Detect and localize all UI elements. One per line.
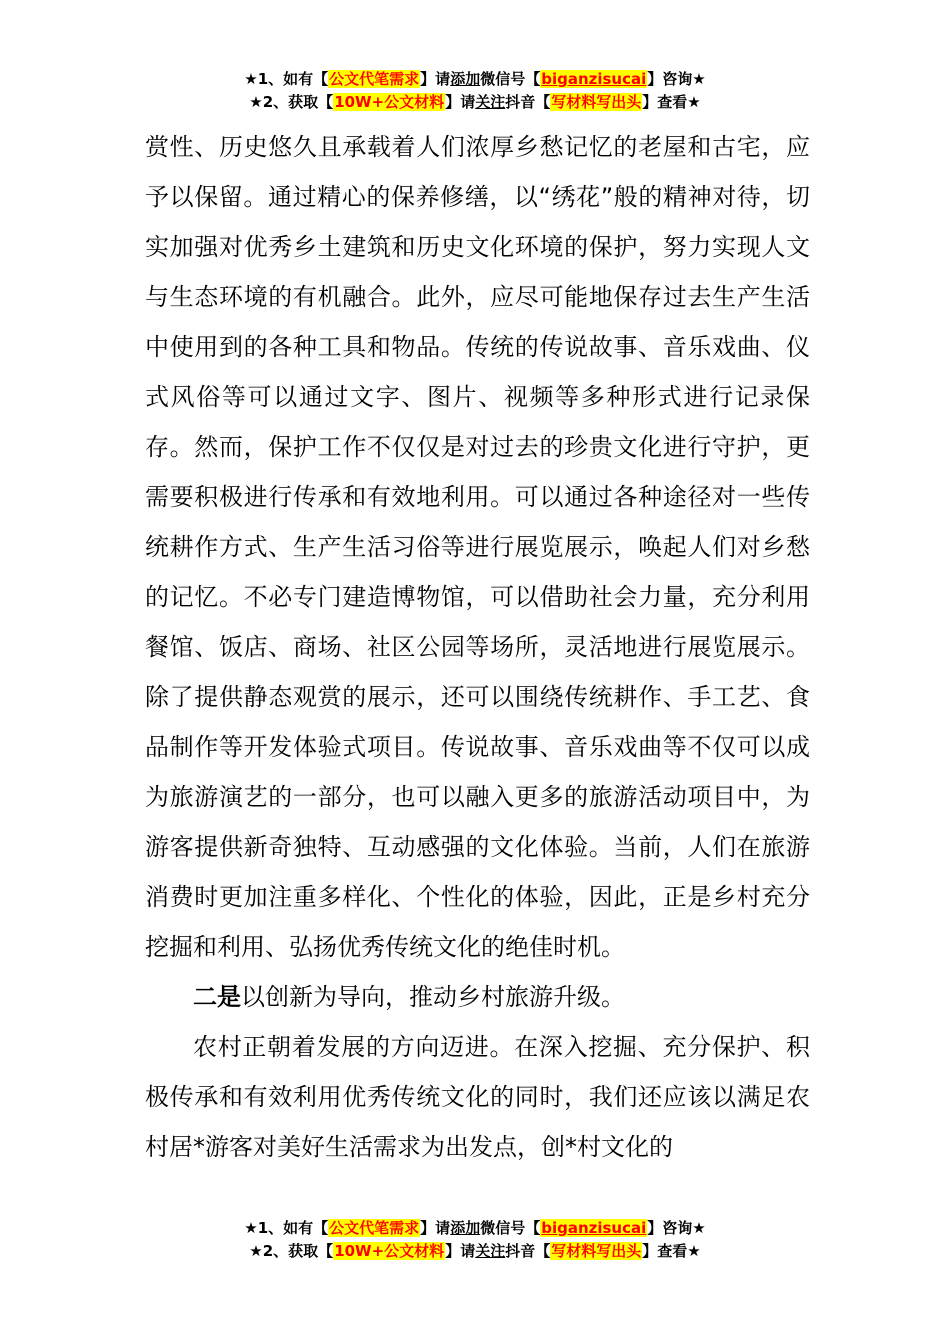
banner-text: 】请 — [445, 1242, 476, 1260]
banner-emphasis: 关注 — [475, 93, 506, 111]
banner-text: 】请 — [420, 70, 451, 88]
banner-line-2 — [0, 91, 950, 114]
banner-text: 微信号【 — [480, 70, 541, 88]
highlight-materials: 10W+公文材料 — [334, 93, 445, 111]
paragraph-1: 赏性、历史悠久且承载着人们浓厚乡愁记忆的老屋和古宅，应予以保留。通过精心的保养修缮，以“绣花”般的精神对待，切实加强对优秀乡土建筑和历史文化环境的保护，努力实现人文与生态环境的有机融合。此外，应尽可能地保存过去生产生活中使用到的各种工具和物品。传统的传说故事、音乐戏曲、仪式风俗等可以通过文字、图片、视频等多种形式进行记录保存。然而，保护工作不仅仅是对过去的珍贵文化进行守护，更需要积极进行传承和有效地利用。可以通过各种途径对一些传统耕作方式、生产生活习俗等进行展览展示，唤起人们对乡愁的记忆。不必专门建造博物馆，可以借助社会力量，充分利用餐馆、饭店、商场、社区公园等场所，灵活地进行展览展示。除了提供静态观赏的展示，还可以围绕传统耕作、手工艺、食品制作等开发体验式项目。传说故事、音乐戏曲等不仅可以成为旅游演艺的一部分，也可以融入更多的旅游活动项目中，为游客提供新奇独特、互动感强的文化体验。当前，人们在旅游消费时更加注重多样化、个性化的体验，因此，正是乡村充分挖掘和利用、弘扬优秀传统文化的绝佳时机。 — [145, 133, 810, 961]
banner-text: 】查看★ — [642, 93, 701, 111]
banner-text: ★1、如有【 — [244, 1219, 329, 1237]
banner-text: ★1、如有【 — [244, 70, 329, 88]
wechat-id[interactable]: biganzisucai — [541, 70, 647, 88]
banner-line-1 — [0, 1217, 950, 1240]
banner-emphasis: 添加 — [450, 70, 481, 88]
header-banner — [0, 68, 950, 114]
banner-text: 微信号【 — [480, 1219, 541, 1237]
highlight-materials: 10W+公文材料 — [334, 1242, 445, 1260]
banner-line-1 — [0, 68, 950, 91]
banner-line-2 — [0, 1240, 950, 1263]
highlight-service: 公文代笔需求 — [329, 1219, 420, 1237]
banner-text: 】请 — [445, 93, 476, 111]
banner-text: 】咨询★ — [647, 1219, 706, 1237]
banner-text: 】查看★ — [642, 1242, 701, 1260]
douyin-account[interactable]: 写材料写出头 — [551, 1242, 642, 1260]
banner-text: 】请 — [420, 1219, 451, 1237]
wechat-id[interactable]: biganzisucai — [541, 1219, 647, 1237]
banner-text: 抖音【 — [505, 93, 551, 111]
paragraph-2 — [145, 972, 810, 1022]
highlight-service: 公文代笔需求 — [329, 70, 420, 88]
paragraph-3: 农村正朝着发展的方向迈进。在深入挖掘、充分保护、积极传承和有效利用优秀传统文化的同时，我们还应该以满足农村居*游客对美好生活需求为出发点，创*村文化的 — [145, 1033, 810, 1161]
banner-emphasis: 关注 — [475, 1242, 506, 1260]
banner-text: 抖音【 — [505, 1242, 551, 1260]
footer-banner — [0, 1217, 950, 1263]
douyin-account[interactable]: 写材料写出头 — [551, 93, 642, 111]
paragraph-2-text: 以创新为导向，推动乡村旅游升级。 — [241, 983, 625, 1011]
banner-text: 】咨询★ — [647, 70, 706, 88]
document-body — [145, 122, 810, 1172]
banner-text: ★2、获取【 — [249, 93, 334, 111]
paragraph-2-lead: 二是 — [193, 983, 241, 1011]
banner-text: ★2、获取【 — [249, 1242, 334, 1260]
banner-emphasis: 添加 — [450, 1219, 481, 1237]
